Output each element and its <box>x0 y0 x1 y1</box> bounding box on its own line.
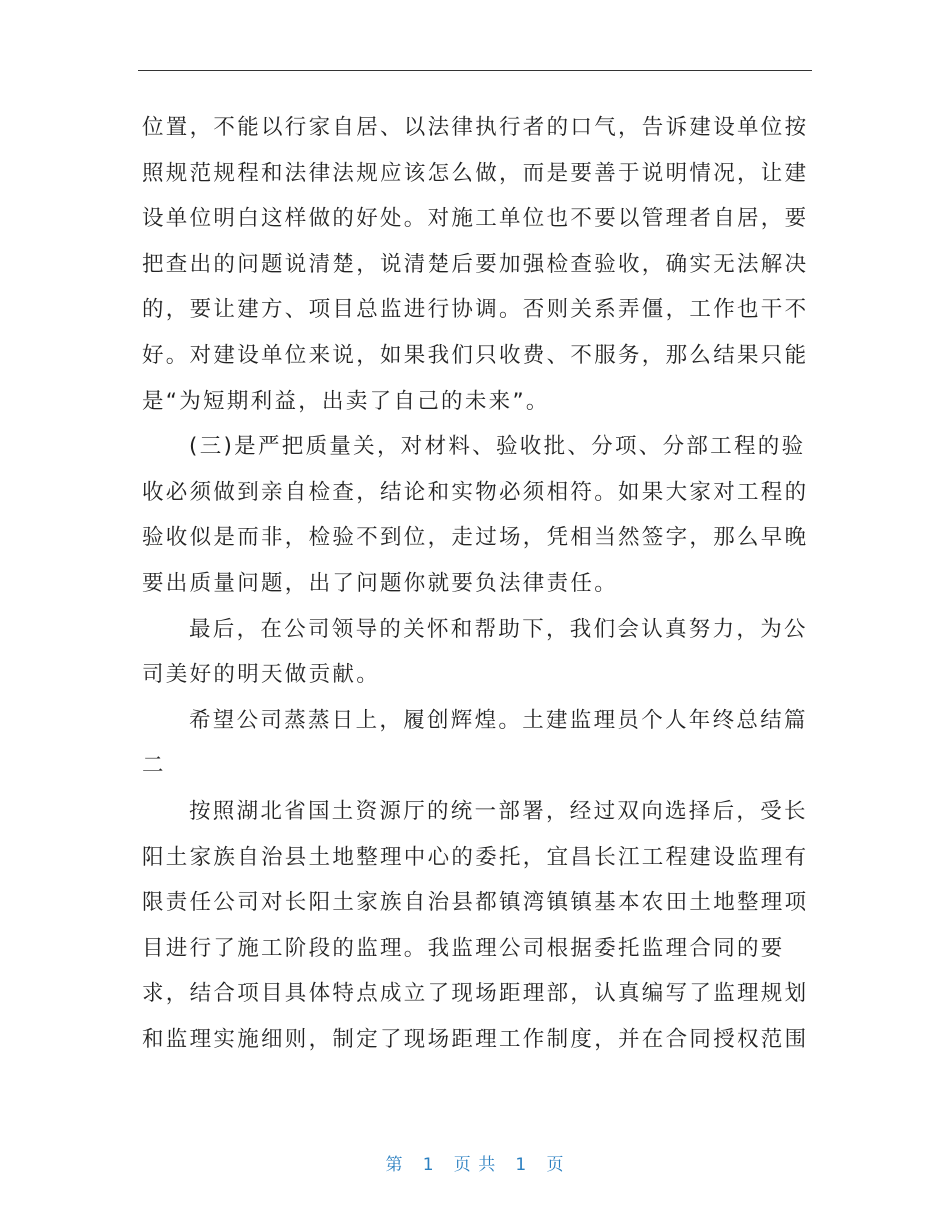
footer-middle: 页 共 <box>453 1155 497 1175</box>
footer-page-number: 1 <box>422 1155 435 1175</box>
text-line: 限责任公司对长阳土家族自治县都镇湾镇镇基本农田土地整理项 <box>142 890 809 916</box>
text-line: 验收似是而非，检验不到位，走过场，凭相当然签字，那么早晚 <box>142 525 809 551</box>
text-line: 把查出的问题说清楚，说清楚后要加强检查验收，确实无法解决 <box>142 251 809 277</box>
text-line: 和监理实施细则，制定了现场距理工作制度，并在合同授权范围 <box>142 1026 809 1052</box>
text-line: 收必须做到亲自检查，结论和实物必须相符。如果大家对工程的 <box>142 479 809 505</box>
text-line: 设单位明白这样做的好处。对施工单位也不要以管理者自居，要 <box>142 206 809 232</box>
text-line: 最后，在公司领导的关怀和帮助下，我们会认真努力，为公 <box>189 616 808 642</box>
header-rule <box>138 70 812 71</box>
text-line: 位置，不能以行家自居、以法律执行者的口气，告诉建设单位按 <box>142 115 809 140</box>
text-line: 希望公司蒸蒸日上，履创辉煌。土建监理员个人年终总结篇 <box>189 707 808 733</box>
text-line: 司美好的明天做贡献。 <box>142 662 381 688</box>
footer-prefix: 第 <box>385 1155 404 1175</box>
text-line: 是“为短期利益，出卖了自己的未来”。 <box>142 388 550 414</box>
footer-total-pages: 1 <box>515 1155 528 1175</box>
text-line: 照规范规程和法律法规应该怎么做，而是要善于说明情况，让建 <box>142 160 809 186</box>
page-footer <box>0 1150 950 1175</box>
text-line: 要出质量问题，出了问题你就要负法律责任。 <box>142 570 619 596</box>
text-line: 二 <box>142 753 166 779</box>
document-body <box>142 105 809 1062</box>
text-line: 目进行了施工阶段的监理。我监理公司根据委托监理合同的要 <box>142 935 785 961</box>
text-line: 好。对建设单位来说，如果我们只收费、不服务，那么结果只能 <box>142 342 809 368</box>
text-line: 的，要让建方、项目总监进行协调。否则关系弄僵，工作也干不 <box>142 297 809 323</box>
footer-suffix: 页 <box>546 1155 565 1175</box>
text-line: 按照湖北省国土资源厅的统一部署，经过双向选择后，受长 <box>189 798 808 824</box>
text-line: (三)是严把质量关，对材料、验收批、分项、分部工程的验 <box>189 434 806 460</box>
text-line: 阳土家族自治县土地整理中心的委托，宜昌长江工程建设监理有 <box>142 844 809 870</box>
text-line: 求，结合项目具体特点成立了现场距理部，认真编写了监理规划 <box>142 981 809 1007</box>
